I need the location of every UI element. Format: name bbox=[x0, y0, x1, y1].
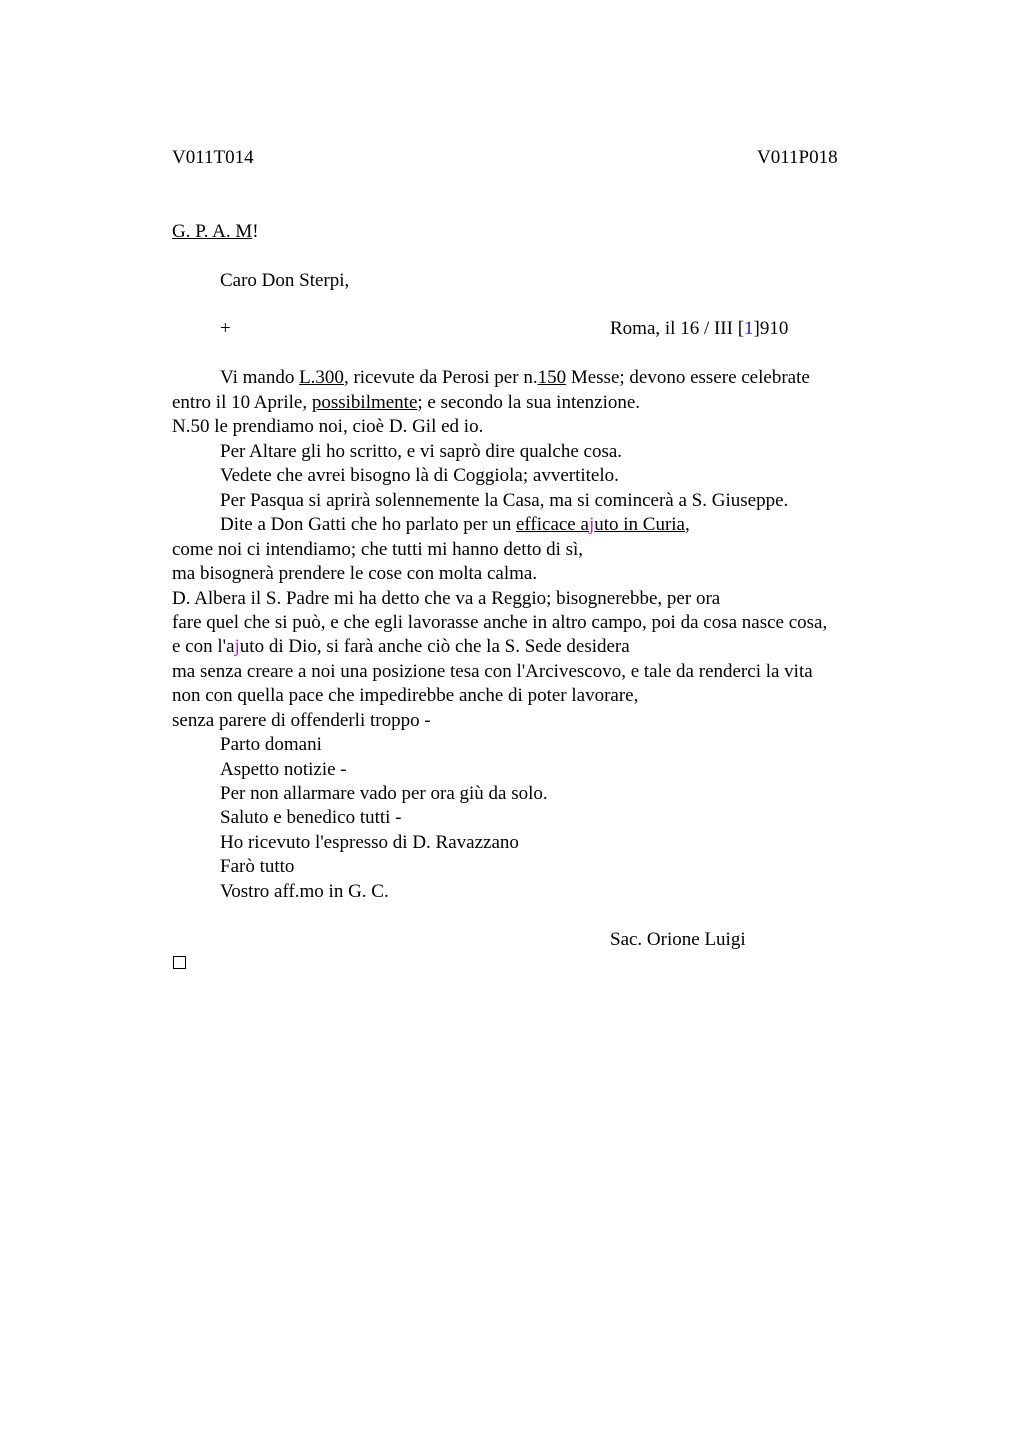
motto-punct: ! bbox=[252, 221, 259, 242]
line-coggiola: Vedete che avrei bisogno là di Coggiola; avvertitelo. bbox=[220, 465, 619, 486]
cross-mark: + bbox=[220, 318, 231, 339]
closing-parto: Parto domani bbox=[220, 734, 322, 755]
line-altare: Per Altare gli ho scritto, e vi saprò dire qualche cosa. bbox=[220, 441, 623, 462]
text-span: uto in Curia bbox=[594, 514, 685, 535]
closing-aspetto: Aspetto notizie - bbox=[220, 759, 347, 780]
text-span: uto di Dio, si farà anche ciò che la S. Sede desidera bbox=[239, 636, 630, 657]
gatti-line4: D. Albera il S. Padre mi ha detto che va a Reggio; bisognerebbe, per ora bbox=[172, 588, 721, 609]
motto bbox=[172, 220, 259, 244]
document-code-left: V011T014 bbox=[172, 147, 254, 168]
document-code-right: V011P018 bbox=[757, 147, 838, 168]
closing-espresso: Ho ricevuto l'espresso di D. Ravazzano bbox=[220, 832, 519, 853]
text-span: , bbox=[685, 514, 690, 535]
closing-faro: Farò tutto bbox=[220, 856, 295, 877]
para1-line2 bbox=[172, 391, 640, 415]
gatti-line1 bbox=[220, 513, 690, 537]
text-span: Dite a Don Gatti che ho parlato per un bbox=[220, 514, 516, 535]
text-span: entro il 10 Aprile, bbox=[172, 392, 312, 413]
text-span: , ricevute da Perosi per n. bbox=[343, 367, 538, 388]
text-span: e con l'a bbox=[172, 636, 235, 657]
gatti-line9: senza parere di offenderli troppo - bbox=[172, 710, 431, 731]
text-span: efficace a bbox=[515, 514, 589, 535]
amount-underlined: L.300 bbox=[299, 367, 344, 388]
letter-date bbox=[610, 317, 788, 341]
closing-allarmare: Per non allarmare vado per ora giù da solo. bbox=[220, 783, 548, 804]
signature: Sac. Orione Luigi bbox=[610, 929, 746, 950]
closing-vostro: Vostro aff.mo in G. C. bbox=[220, 881, 389, 902]
end-box-icon bbox=[173, 956, 186, 969]
inserted-letter: j bbox=[234, 636, 240, 657]
gatti-line6 bbox=[172, 635, 630, 659]
gatti-line3: ma bisognerà prendere le cose con molta calma. bbox=[172, 563, 538, 584]
text-span: Messe; devono essere celebrate bbox=[566, 367, 810, 388]
possibilmente-underlined: possibilmente bbox=[311, 392, 418, 413]
gatti-line8: non con quella pace che impedirebbe anche di poter lavorare, bbox=[172, 685, 639, 706]
inserted-letter: j bbox=[588, 514, 595, 535]
motto-text: G. P. A. M bbox=[172, 221, 253, 242]
para1-line3: N.50 le prendiamo noi, cioè D. Gil ed io. bbox=[172, 416, 484, 437]
line-pasqua: Per Pasqua si aprirà solennemente la Casa, ma si comincerà a S. Giuseppe. bbox=[220, 490, 789, 511]
para1-line1 bbox=[220, 366, 810, 390]
closing-saluto: Saluto e benedico tutti - bbox=[220, 807, 402, 828]
gatti-line2: come noi ci intendiamo; che tutti mi hanno detto di sì, bbox=[172, 539, 584, 560]
salutation: Caro Don Sterpi, bbox=[220, 270, 350, 291]
text-span: Vi mando bbox=[220, 367, 300, 388]
gatti-line7: ma senza creare a noi una posizione tesa con l'Arcivescovo, e tale da renderci la vita bbox=[172, 661, 813, 682]
date-prefix: Roma, il 16 / III [ bbox=[610, 318, 745, 339]
text-span: ; e secondo la sua intenzione. bbox=[417, 392, 641, 413]
date-bracket-digit: 1 bbox=[744, 318, 754, 339]
date-suffix: ]910 bbox=[753, 318, 789, 339]
gatti-line5: fare quel che si può, e che egli lavorasse anche in altro campo, poi da cosa nasce cosa, bbox=[172, 612, 828, 633]
masses-count-underlined: 150 bbox=[537, 367, 567, 388]
efficace-ajuto-underlined bbox=[516, 514, 685, 535]
